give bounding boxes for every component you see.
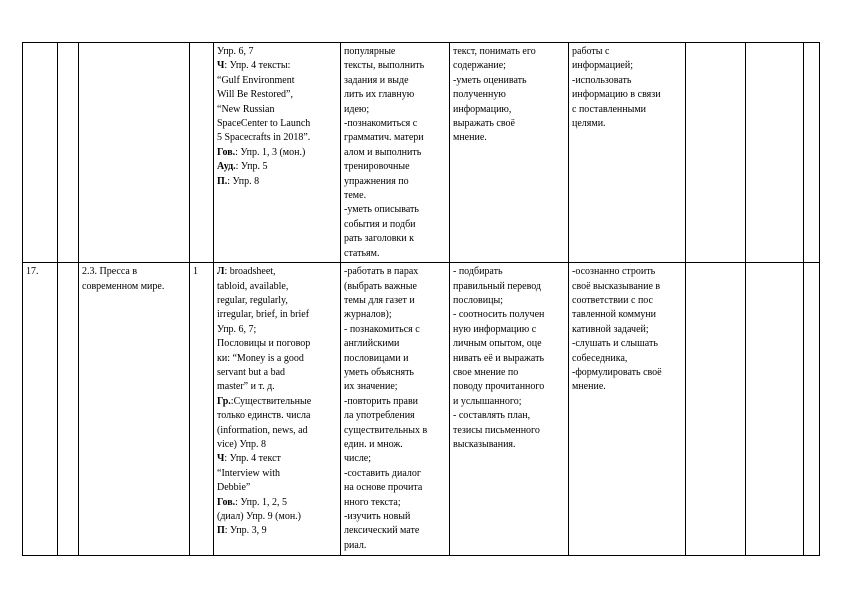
content-line: Гр.:Существительные bbox=[217, 395, 312, 407]
content-line: Гов.: Упр. 1, 2, 5 bbox=[217, 496, 287, 508]
content-line: Will Be Restored”, bbox=[217, 89, 293, 101]
content-line: tabloid, available, bbox=[217, 280, 289, 292]
table-row bbox=[23, 43, 820, 263]
lesson-content bbox=[214, 263, 341, 556]
empty-cell bbox=[804, 263, 820, 556]
content-line: Ауд.: Упр. 5 bbox=[217, 161, 268, 173]
lesson-content bbox=[214, 43, 341, 263]
empty-cell bbox=[804, 43, 820, 263]
communicative-results: работы с информацией; -использовать информацию в связи с поставленными целями. bbox=[569, 43, 686, 263]
content-line: Гов.: Упр. 1, 3 (мон.) bbox=[217, 146, 306, 158]
lesson-number: 17. bbox=[23, 263, 58, 556]
empty-cell bbox=[746, 43, 804, 263]
content-line: Л: broadsheet, bbox=[217, 266, 276, 278]
content-line: “Interview with bbox=[217, 467, 281, 479]
content-line: Упр. 6, 7; bbox=[217, 323, 257, 335]
table-row bbox=[23, 263, 820, 556]
content-line: regular, regularly, bbox=[217, 294, 288, 306]
empty-cell bbox=[58, 263, 79, 556]
empty-cell bbox=[686, 263, 746, 556]
empty-cell bbox=[686, 43, 746, 263]
lesson-topic bbox=[79, 43, 190, 263]
content-line: Ч: Упр. 4 текст bbox=[217, 453, 281, 465]
content-line: ки: “Money is a good bbox=[217, 352, 304, 364]
content-line: SpaceCenter to Launch bbox=[217, 118, 311, 130]
empty-cell bbox=[58, 43, 79, 263]
empty-cell bbox=[746, 263, 804, 556]
content-line: irregular, brief, in brief bbox=[217, 309, 310, 321]
lesson-hours: 1 bbox=[190, 263, 214, 556]
subject-results: популярные тексты, выполнить задания и выде лить их главную идею; -познакомиться с грамматич. матери алом и выполнить тренировочные упражнения по теме. -уметь описывать события и подби рать заголовки к статьям. bbox=[341, 43, 450, 263]
content-line: Пословицы и поговор bbox=[217, 338, 311, 350]
content-line: 5 Spacecrafts in 2018”. bbox=[217, 132, 311, 144]
lesson-plan-table bbox=[22, 42, 820, 556]
content-line: “Gulf Environment bbox=[217, 74, 295, 86]
content-line: Debbie” bbox=[217, 482, 251, 494]
cognitive-results: текст, понимать его содержание; -уметь оценивать полученную информацию, выражать своё мнение. bbox=[450, 43, 569, 263]
content-line: “New Russian bbox=[217, 103, 275, 115]
content-line: (диал) Упр. 9 (мон.) bbox=[217, 511, 302, 522]
content-line: servant but a bad bbox=[217, 366, 286, 378]
content-line: Ч: Упр. 4 тексты: bbox=[217, 60, 291, 72]
content-line: vice) Упр. 8 bbox=[217, 438, 267, 450]
lesson-hours bbox=[190, 43, 214, 263]
content-line: П.: Упр. 8 bbox=[217, 175, 260, 187]
content-line: П: Упр. 3, 9 bbox=[217, 525, 267, 537]
content-line: Упр. 6, 7 bbox=[217, 46, 254, 57]
communicative-results: -осознанно строить своё высказывание в соответствии с пос тавленной коммуни кативной задачей; -слушать и слышать собеседника, -формулировать своё мнение. bbox=[569, 263, 686, 556]
content-line: только единств. числа bbox=[217, 410, 311, 422]
lesson-number bbox=[23, 43, 58, 263]
content-line: (information, news, ad bbox=[217, 424, 308, 436]
content-line: master” и т. д. bbox=[217, 381, 275, 393]
lesson-topic: 2.3. Пресса в современном мире. bbox=[79, 263, 190, 556]
cognitive-results: - подбирать правильный перевод пословицы; - соотносить получен ную информацию с личным опытом, оце нивать её и выражать свое мнение по поводу прочитанного и услышанного; - составлять план, тезисы письменного высказывания. bbox=[450, 263, 569, 556]
subject-results: -работать в парах (выбрать важные темы для газет и журналов); - познакомиться с английскими пословицами и уметь объяснять их значение; -повторить прави ла употребления существительных в един. и множ. числе; -составить диалог на основе прочита нного текста; -изучить новый лексический мате риал. bbox=[341, 263, 450, 556]
